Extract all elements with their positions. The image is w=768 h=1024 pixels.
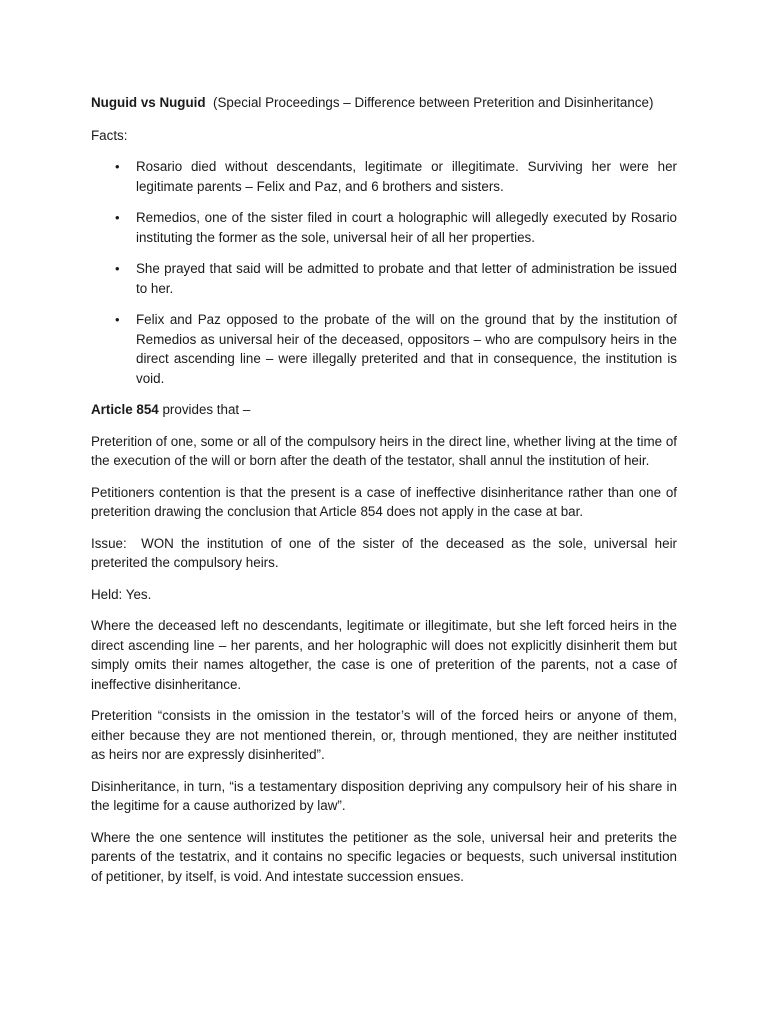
- fact-text: Felix and Paz opposed to the probate of the will on the ground that by the institution of Remedios as universal heir of the deceased, oppositors – who are compulsory heirs in the direct ascending line – were illegally preterited and that in consequence, the institution is void.: [136, 312, 677, 386]
- article-label: Article 854: [91, 402, 159, 417]
- bullet-icon: •: [115, 312, 120, 327]
- issue-paragraph: Issue: WON the institution of one of the sister of the deceased as the sole, universal heir preterited the compulsory heirs.: [91, 535, 681, 570]
- bullet-icon: •: [115, 159, 120, 174]
- fact-text: Remedios, one of the sister filed in court a holographic will allegedly executed by Rosario instituting the former as the sole, universal heir of all her properties.: [136, 210, 677, 245]
- fact-text: She prayed that said will be admitted to probate and that letter of administration be issued to her.: [136, 261, 677, 296]
- ruling-paragraph: Where the deceased left no descendants, legitimate or illegitimate, but she left forced heirs in the direct ascending line – her parents, and her holographic will does not explicitly disinherit them but simply omits their names altogether, the case is one of preterition of the parents, not a case of ineffective disinheritance.: [91, 618, 677, 692]
- fact-text: Rosario died without descendants, legitimate or illegitimate. Surviving her were her legitimate parents – Felix and Paz, and 6 brothers and sisters.: [136, 159, 677, 194]
- article-text: Preterition of one, some or all of the compulsory heirs in the direct line, whether living at the time of the execution of the will or born after the death of the testator, shall annul the institution of heir.: [91, 433, 677, 468]
- article-heading: [91, 400, 677, 420]
- list-item: [91, 208, 677, 247]
- held-paragraph: Held: Yes.: [91, 586, 152, 602]
- list-item: [91, 310, 677, 388]
- case-name: Nuguid vs Nuguid: [91, 95, 206, 110]
- preterition-definition: Preterition “consists in the omission in the testator’s will of the forced heirs or anyone of them, either because they are not mentioned therein, or, through mentioned, they are neither instituted as heirs nor are expressly disinherited”.: [91, 708, 677, 762]
- petitioners-paragraph: Petitioners contention is that the present is a case of ineffective disinheritance rather than one of preterition drawing the conclusion that Article 854 does not apply in the case at bar.: [91, 484, 677, 519]
- list-item: [91, 157, 677, 196]
- document-title: [91, 93, 677, 113]
- facts-heading: Facts:: [91, 127, 128, 143]
- facts-list: [91, 157, 677, 388]
- bullet-icon: •: [115, 210, 120, 225]
- bullet-icon: •: [115, 261, 120, 276]
- case-subject: (Special Proceedings – Difference between Preterition and Disinheritance): [213, 95, 654, 110]
- disinheritance-definition: Disinheritance, in turn, “is a testamentary disposition depriving any compulsory heir of his share in the legitime for a cause authorized by law”.: [91, 778, 677, 813]
- document-page: [91, 93, 681, 898]
- conclusion-paragraph: Where the one sentence will institutes the petitioner as the sole, universal heir and preterits the parents of the testatrix, and it contains no specific legacies or bequests, such universal institution of petitioner, by itself, is void. And intestate succession ensues.: [91, 829, 677, 884]
- article-rest: provides that –: [158, 402, 251, 417]
- list-item: [91, 259, 677, 298]
